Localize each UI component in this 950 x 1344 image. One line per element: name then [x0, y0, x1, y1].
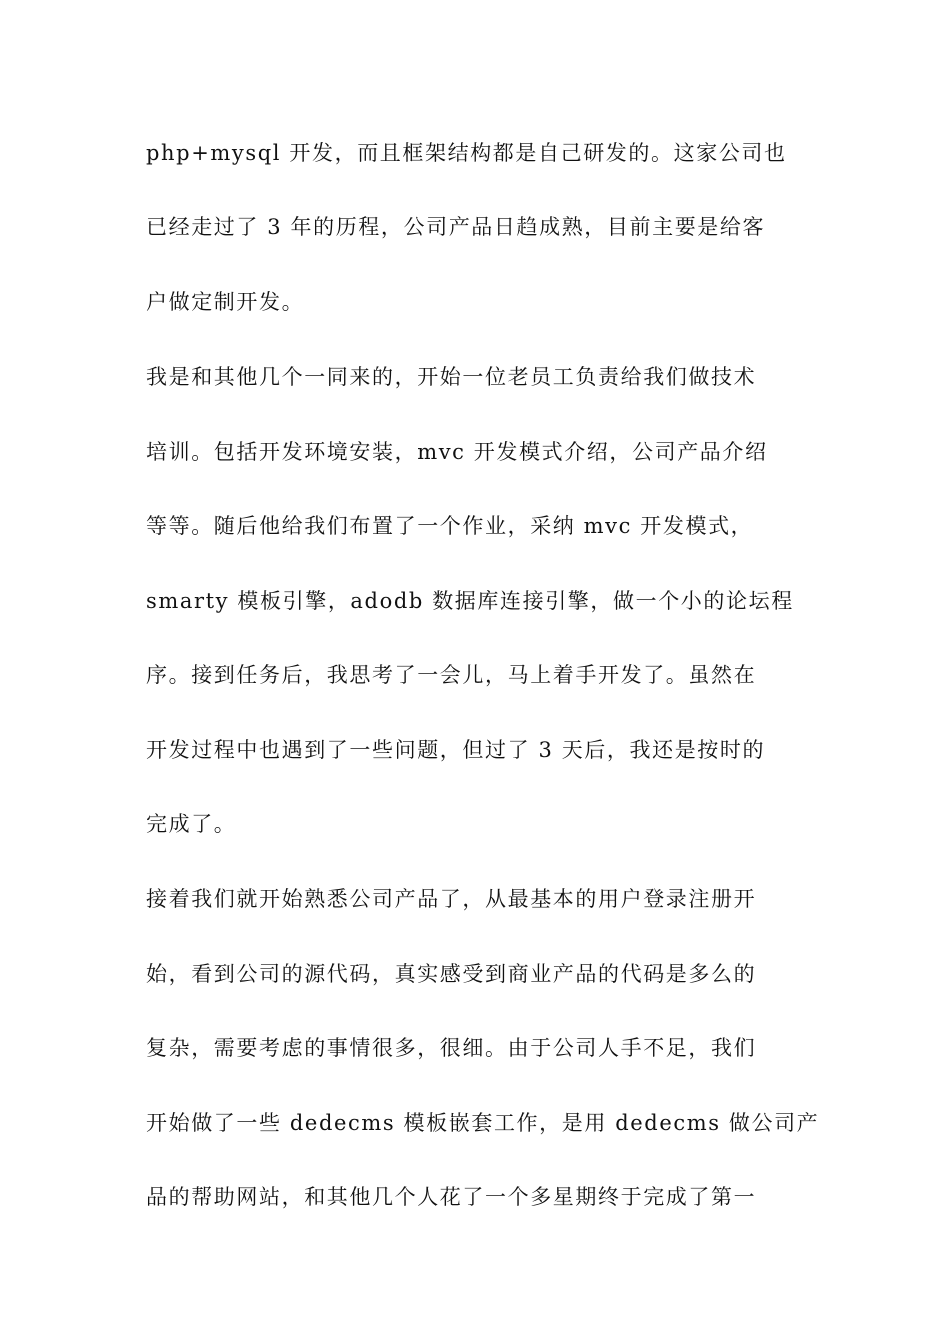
paragraph-2-line-5: 序。接到任务后，我思考了一会儿，马上着手开发了。虽然在: [146, 663, 757, 687]
paragraph-3-line-2: 始，看到公司的源代码，真实感受到商业产品的代码是多么的: [146, 962, 757, 986]
paragraph-3-line-1: 接着我们就开始熟悉公司产品了，从最基本的用户登录注册开: [146, 887, 757, 911]
paragraph-2-line-3: 等等。随后他给我们布置了一个作业，采纳 mvc 开发模式，: [146, 514, 754, 538]
paragraph-2-line-6: 开发过程中也遇到了一些问题，但过了 3 天后，我还是按时的: [146, 738, 766, 762]
paragraph-2-line-7: 完成了。: [146, 812, 237, 836]
paragraph-2-line-2: 培训。包括开发环境安装，mvc 开发模式介绍，公司产品介绍: [146, 440, 768, 464]
paragraph-1-line-1: php+mysql 开发，而且框架结构都是自己研发的。这家公司也: [146, 141, 787, 165]
paragraph-1-line-2: 已经走过了 3 年的历程，公司产品日趋成熟，目前主要是给客: [146, 215, 766, 239]
paragraph-1-line-3: 户做定制开发。: [146, 290, 305, 314]
paragraph-2-line-1: 我是和其他几个一同来的，开始一位老员工负责给我们做技术: [146, 365, 757, 389]
paragraph-2-line-4: smarty 模板引擎，adodb 数据库连接引擎，做一个小的论坛程: [146, 589, 794, 613]
paragraph-3-line-5: 品的帮助网站，和其他几个人花了一个多星期终于完成了第一: [146, 1185, 757, 1209]
paragraph-3-line-4: 开始做了一些 dedecms 模板嵌套工作，是用 dedecms 做公司产: [146, 1111, 820, 1135]
paragraph-3-line-3: 复杂，需要考虑的事情很多，很细。由于公司人手不足，我们: [146, 1036, 757, 1060]
